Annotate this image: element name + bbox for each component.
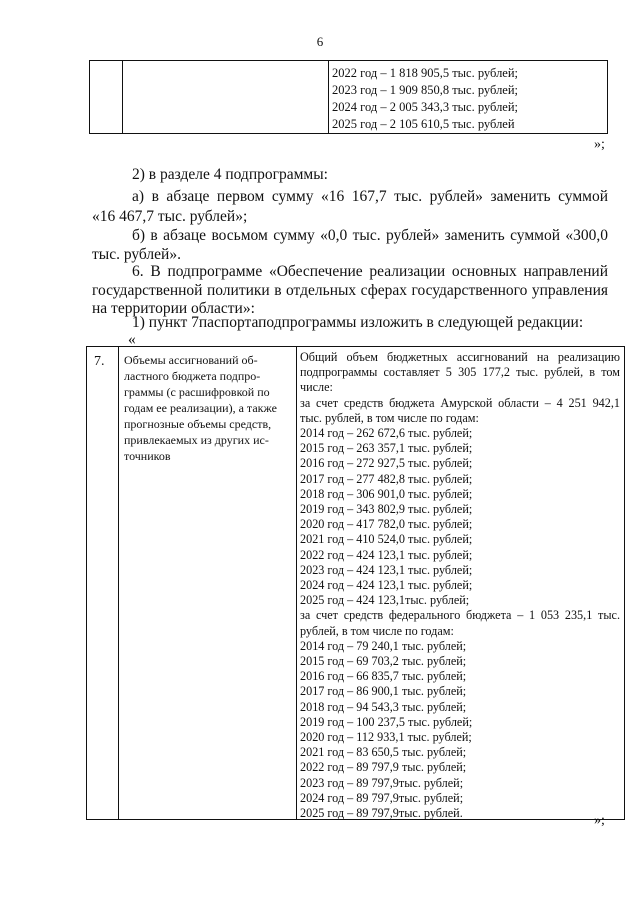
description-line: привлекаемых из других ис- — [124, 433, 269, 447]
value-line: подпрограммы составляет 5 305 177,2 тыс. рублей, в том — [300, 365, 620, 380]
top-table-line: 2024 год – 2 005 343,3 тыс. рублей; — [332, 100, 519, 114]
description-line: годам ее реализации), а также — [124, 401, 277, 415]
paragraph-a-line2: «16 467,7 тыс. рублей»; — [92, 208, 248, 225]
value-line: 2018 год – 306 901,0 тыс. рублей; — [300, 486, 473, 501]
opening-quote: « — [128, 331, 136, 348]
value-line: рублей, в том числе по годам: — [300, 623, 454, 638]
paragraph-section4: 2) в разделе 4 подпрограммы: — [132, 166, 328, 183]
value-line: 2022 год – 424 123,1 тыс. рублей; — [300, 547, 473, 562]
paragraph-6-line1: 6. В подпрограмме «Обеспечение реализации основных направлений — [132, 263, 608, 280]
description-line: прогнозные объемы средств, — [124, 417, 272, 431]
value-line: 2014 год – 262 672,6 тыс. рублей; — [300, 426, 473, 441]
value-line: 2015 год – 69 703,2 тыс. рублей; — [300, 654, 467, 669]
value-line: 2018 год – 94 543,3 тыс. рублей; — [300, 699, 467, 714]
table-divider — [122, 61, 123, 133]
paragraph-b-line2: тыс. рублей». — [92, 246, 181, 263]
value-line: 2017 год – 277 482,8 тыс. рублей; — [300, 471, 473, 486]
value-line: 2015 год – 263 357,1 тыс. рублей; — [300, 441, 473, 456]
top-table — [89, 60, 608, 134]
row-values — [300, 350, 620, 821]
page-number: 6 — [316, 34, 324, 49]
description-line: граммы (с расшифровкой по — [124, 385, 270, 399]
value-line: за счет средств федерального бюджета – 1 053 235,1 тыс. — [300, 608, 620, 623]
value-line: 2020 год – 417 782,0 тыс. рублей; — [300, 517, 473, 532]
value-line: 2025 год – 89 797,9тыс. рублей. — [300, 806, 463, 821]
value-line: 2022 год – 89 797,9 тыс. рублей; — [300, 760, 467, 775]
description-line: Объемы ассигнований об- — [124, 353, 258, 367]
paragraph-a-line1: а) в абзаце первом сумму «16 167,7 тыс. рублей» заменить суммой — [132, 188, 608, 205]
value-line: 2017 год – 86 900,1 тыс. рублей; — [300, 684, 467, 699]
top-table-line: 2022 год – 1 818 905,5 тыс. рублей; — [332, 66, 519, 80]
row-number: 7. — [94, 354, 105, 369]
value-line: 2016 год – 272 927,5 тыс. рублей; — [300, 456, 473, 471]
value-line: 2021 год – 410 524,0 тыс. рублей; — [300, 532, 473, 547]
value-line: 2020 год – 112 933,1 тыс. рублей; — [300, 730, 472, 745]
table-divider — [118, 347, 119, 819]
description-line: ластного бюджета подпро- — [124, 369, 261, 383]
value-line: тыс. рублей, в том числе по годам: — [300, 410, 479, 425]
closing-quote: »; — [594, 137, 605, 152]
value-line: 2016 год – 66 835,7 тыс. рублей; — [300, 669, 467, 684]
value-line: 2023 год – 89 797,9тыс. рублей; — [300, 775, 464, 790]
top-table-line: 2025 год – 2 105 610,5 тыс. рублей — [332, 117, 515, 131]
paragraph-6-line3: на территории области»: — [92, 300, 255, 317]
table-divider — [296, 347, 297, 819]
value-line: 2019 год – 100 237,5 тыс. рублей; — [300, 714, 473, 729]
top-table-values — [332, 65, 518, 133]
value-line: числе: — [300, 380, 333, 395]
value-line: 2021 год – 83 650,5 тыс. рублей; — [300, 745, 467, 760]
value-line: Общий объем бюджетных ассигнований на реализацию — [300, 350, 620, 364]
value-line: 2023 год – 424 123,1 тыс. рублей; — [300, 562, 473, 577]
paragraph-item1: 1) пункт 7паспортаподпрограммы изложить в следующей редакции: — [132, 314, 584, 331]
value-line: за счет средств бюджета Амурской области – 4 251 942,1 — [300, 395, 620, 410]
closing-quote: »; — [594, 813, 605, 828]
value-line: 2024 год – 89 797,9тыс. рублей; — [300, 790, 464, 805]
top-table-line: 2023 год – 1 909 850,8 тыс. рублей; — [332, 83, 519, 97]
value-line: 2014 год – 79 240,1 тыс. рублей; — [300, 638, 467, 653]
paragraph-6-line2: государственной политики в отдельных сферах государственного управления — [92, 282, 608, 299]
table-divider — [328, 61, 329, 133]
value-line: 2019 год – 343 802,9 тыс. рублей; — [300, 502, 473, 517]
description-line: точников — [124, 449, 171, 463]
passport-table — [86, 346, 625, 820]
value-line: 2025 год – 424 123,1тыс. рублей; — [300, 593, 470, 608]
row-description — [124, 352, 294, 464]
value-line: 2024 год – 424 123,1 тыс. рублей; — [300, 578, 473, 593]
paragraph-b-line1: б) в абзаце восьмом сумму «0,0 тыс. рублей» заменить суммой «300,0 — [132, 227, 608, 244]
